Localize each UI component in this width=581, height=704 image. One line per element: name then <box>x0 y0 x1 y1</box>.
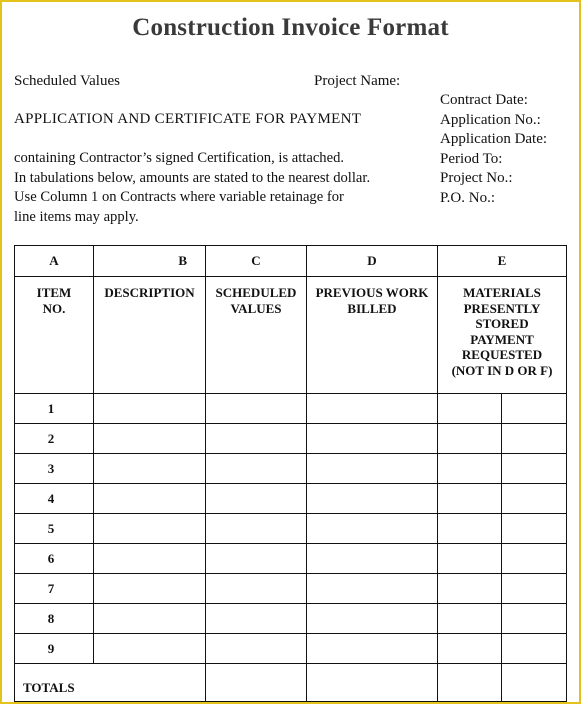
scheduled-values-cell[interactable] <box>206 604 307 634</box>
totals-previous-billed-cell[interactable] <box>307 664 438 702</box>
previous-billed-cell[interactable] <box>307 514 438 544</box>
description-cell[interactable] <box>94 424 206 454</box>
previous-billed-cell[interactable] <box>307 574 438 604</box>
table-row <box>15 454 567 484</box>
materials-cell-2[interactable] <box>502 394 567 424</box>
table-row <box>15 634 567 664</box>
table-row <box>15 574 567 604</box>
previous-billed-cell[interactable] <box>307 484 438 514</box>
item-number: 3 <box>15 454 94 484</box>
column-letter-row <box>15 246 567 277</box>
materials-cell[interactable] <box>438 604 502 634</box>
scheduled-values-header: SCHEDULED VALUES <box>206 277 307 394</box>
description-cell[interactable] <box>94 514 206 544</box>
contract-date-field: Contract Date: <box>440 92 528 108</box>
paragraph-line: Use Column 1 on Contracts where variable retainage for <box>14 189 344 205</box>
totals-materials-cell-2[interactable] <box>502 664 567 702</box>
project-no-field: Project No.: <box>440 170 513 186</box>
description-cell[interactable] <box>94 544 206 574</box>
description-cell[interactable] <box>94 484 206 514</box>
table-row <box>15 604 567 634</box>
project-name-field: Project Name: <box>314 73 401 89</box>
materials-cell-2[interactable] <box>502 544 567 574</box>
description-cell[interactable] <box>94 394 206 424</box>
table-row <box>15 544 567 574</box>
scheduled-values-cell[interactable] <box>206 394 307 424</box>
materials-cell[interactable] <box>438 544 502 574</box>
instructions-paragraph <box>14 149 370 227</box>
column-letter-b: B <box>94 246 206 277</box>
item-number: 7 <box>15 574 94 604</box>
materials-cell[interactable] <box>438 574 502 604</box>
scheduled-values-cell[interactable] <box>206 424 307 454</box>
materials-cell-2[interactable] <box>502 604 567 634</box>
totals-label: TOTALS <box>15 664 206 702</box>
totals-materials-cell[interactable] <box>438 664 502 702</box>
previous-billed-cell[interactable] <box>307 454 438 484</box>
materials-cell[interactable] <box>438 514 502 544</box>
materials-cell-2[interactable] <box>502 454 567 484</box>
description-cell[interactable] <box>94 604 206 634</box>
materials-cell[interactable] <box>438 634 502 664</box>
materials-cell[interactable] <box>438 484 502 514</box>
description-cell[interactable] <box>94 574 206 604</box>
paragraph-line: line items may apply. <box>14 208 139 225</box>
scheduled-values-cell[interactable] <box>206 634 307 664</box>
materials-cell-2[interactable] <box>502 424 567 454</box>
materials-cell[interactable] <box>438 424 502 454</box>
invoice-table <box>14 245 567 702</box>
totals-row <box>15 664 567 702</box>
materials-cell-2[interactable] <box>502 514 567 544</box>
description-cell[interactable] <box>94 634 206 664</box>
column-letter-d: D <box>307 246 438 277</box>
scheduled-values-cell[interactable] <box>206 574 307 604</box>
document-title: Construction Invoice Format <box>132 14 449 41</box>
item-no-header: ITEM NO. <box>15 277 94 394</box>
table-row <box>15 394 567 424</box>
materials-cell[interactable] <box>438 454 502 484</box>
paragraph-line: containing Contractor’s signed Certification, is attached. <box>14 150 345 166</box>
scheduled-values-cell[interactable] <box>206 454 307 484</box>
materials-cell-2[interactable] <box>502 484 567 514</box>
scheduled-values-cell[interactable] <box>206 514 307 544</box>
description-header: DESCRIPTION <box>94 277 206 394</box>
column-header-row <box>15 277 567 394</box>
application-date-field: Application Date: <box>440 131 548 147</box>
materials-cell[interactable] <box>438 394 502 424</box>
table-row <box>15 484 567 514</box>
previous-billed-cell[interactable] <box>307 634 438 664</box>
previous-billed-cell[interactable] <box>307 604 438 634</box>
column-letter-e: E <box>438 246 567 277</box>
application-no-field: Application No.: <box>440 111 541 128</box>
totals-scheduled-values-cell[interactable] <box>206 664 307 702</box>
description-cell[interactable] <box>94 454 206 484</box>
table-row <box>15 514 567 544</box>
previous-billed-cell[interactable] <box>307 394 438 424</box>
application-heading: APPLICATION AND CERTIFICATE FOR PAYMENT <box>14 111 362 127</box>
previous-billed-cell[interactable] <box>307 424 438 454</box>
column-letter-a: A <box>15 246 94 277</box>
table-row <box>15 424 567 454</box>
period-to-field: Period To: <box>440 150 503 167</box>
item-number: 1 <box>15 394 94 424</box>
po-no-field: P.O. No.: <box>440 189 496 206</box>
application-fields <box>440 91 547 208</box>
materials-stored-header: MATERIALS PRESENTLY STORED PAYMENT REQUESTED (NOT IN D OR F) <box>438 277 567 394</box>
scheduled-values-cell[interactable] <box>206 544 307 574</box>
previous-work-billed-header: PREVIOUS WORK BILLED <box>307 277 438 394</box>
item-number: 6 <box>15 544 94 574</box>
scheduled-values-label: Scheduled Values <box>14 73 120 89</box>
item-number: 9 <box>15 634 94 664</box>
materials-cell-2[interactable] <box>502 574 567 604</box>
item-number: 8 <box>15 604 94 634</box>
item-number: 2 <box>15 424 94 454</box>
item-number: 4 <box>15 484 94 514</box>
paragraph-line: In tabulations below, amounts are stated to the nearest dollar. <box>14 169 371 186</box>
materials-cell-2[interactable] <box>502 634 567 664</box>
previous-billed-cell[interactable] <box>307 544 438 574</box>
item-number: 5 <box>15 514 94 544</box>
column-letter-c: C <box>206 246 307 277</box>
scheduled-values-cell[interactable] <box>206 484 307 514</box>
